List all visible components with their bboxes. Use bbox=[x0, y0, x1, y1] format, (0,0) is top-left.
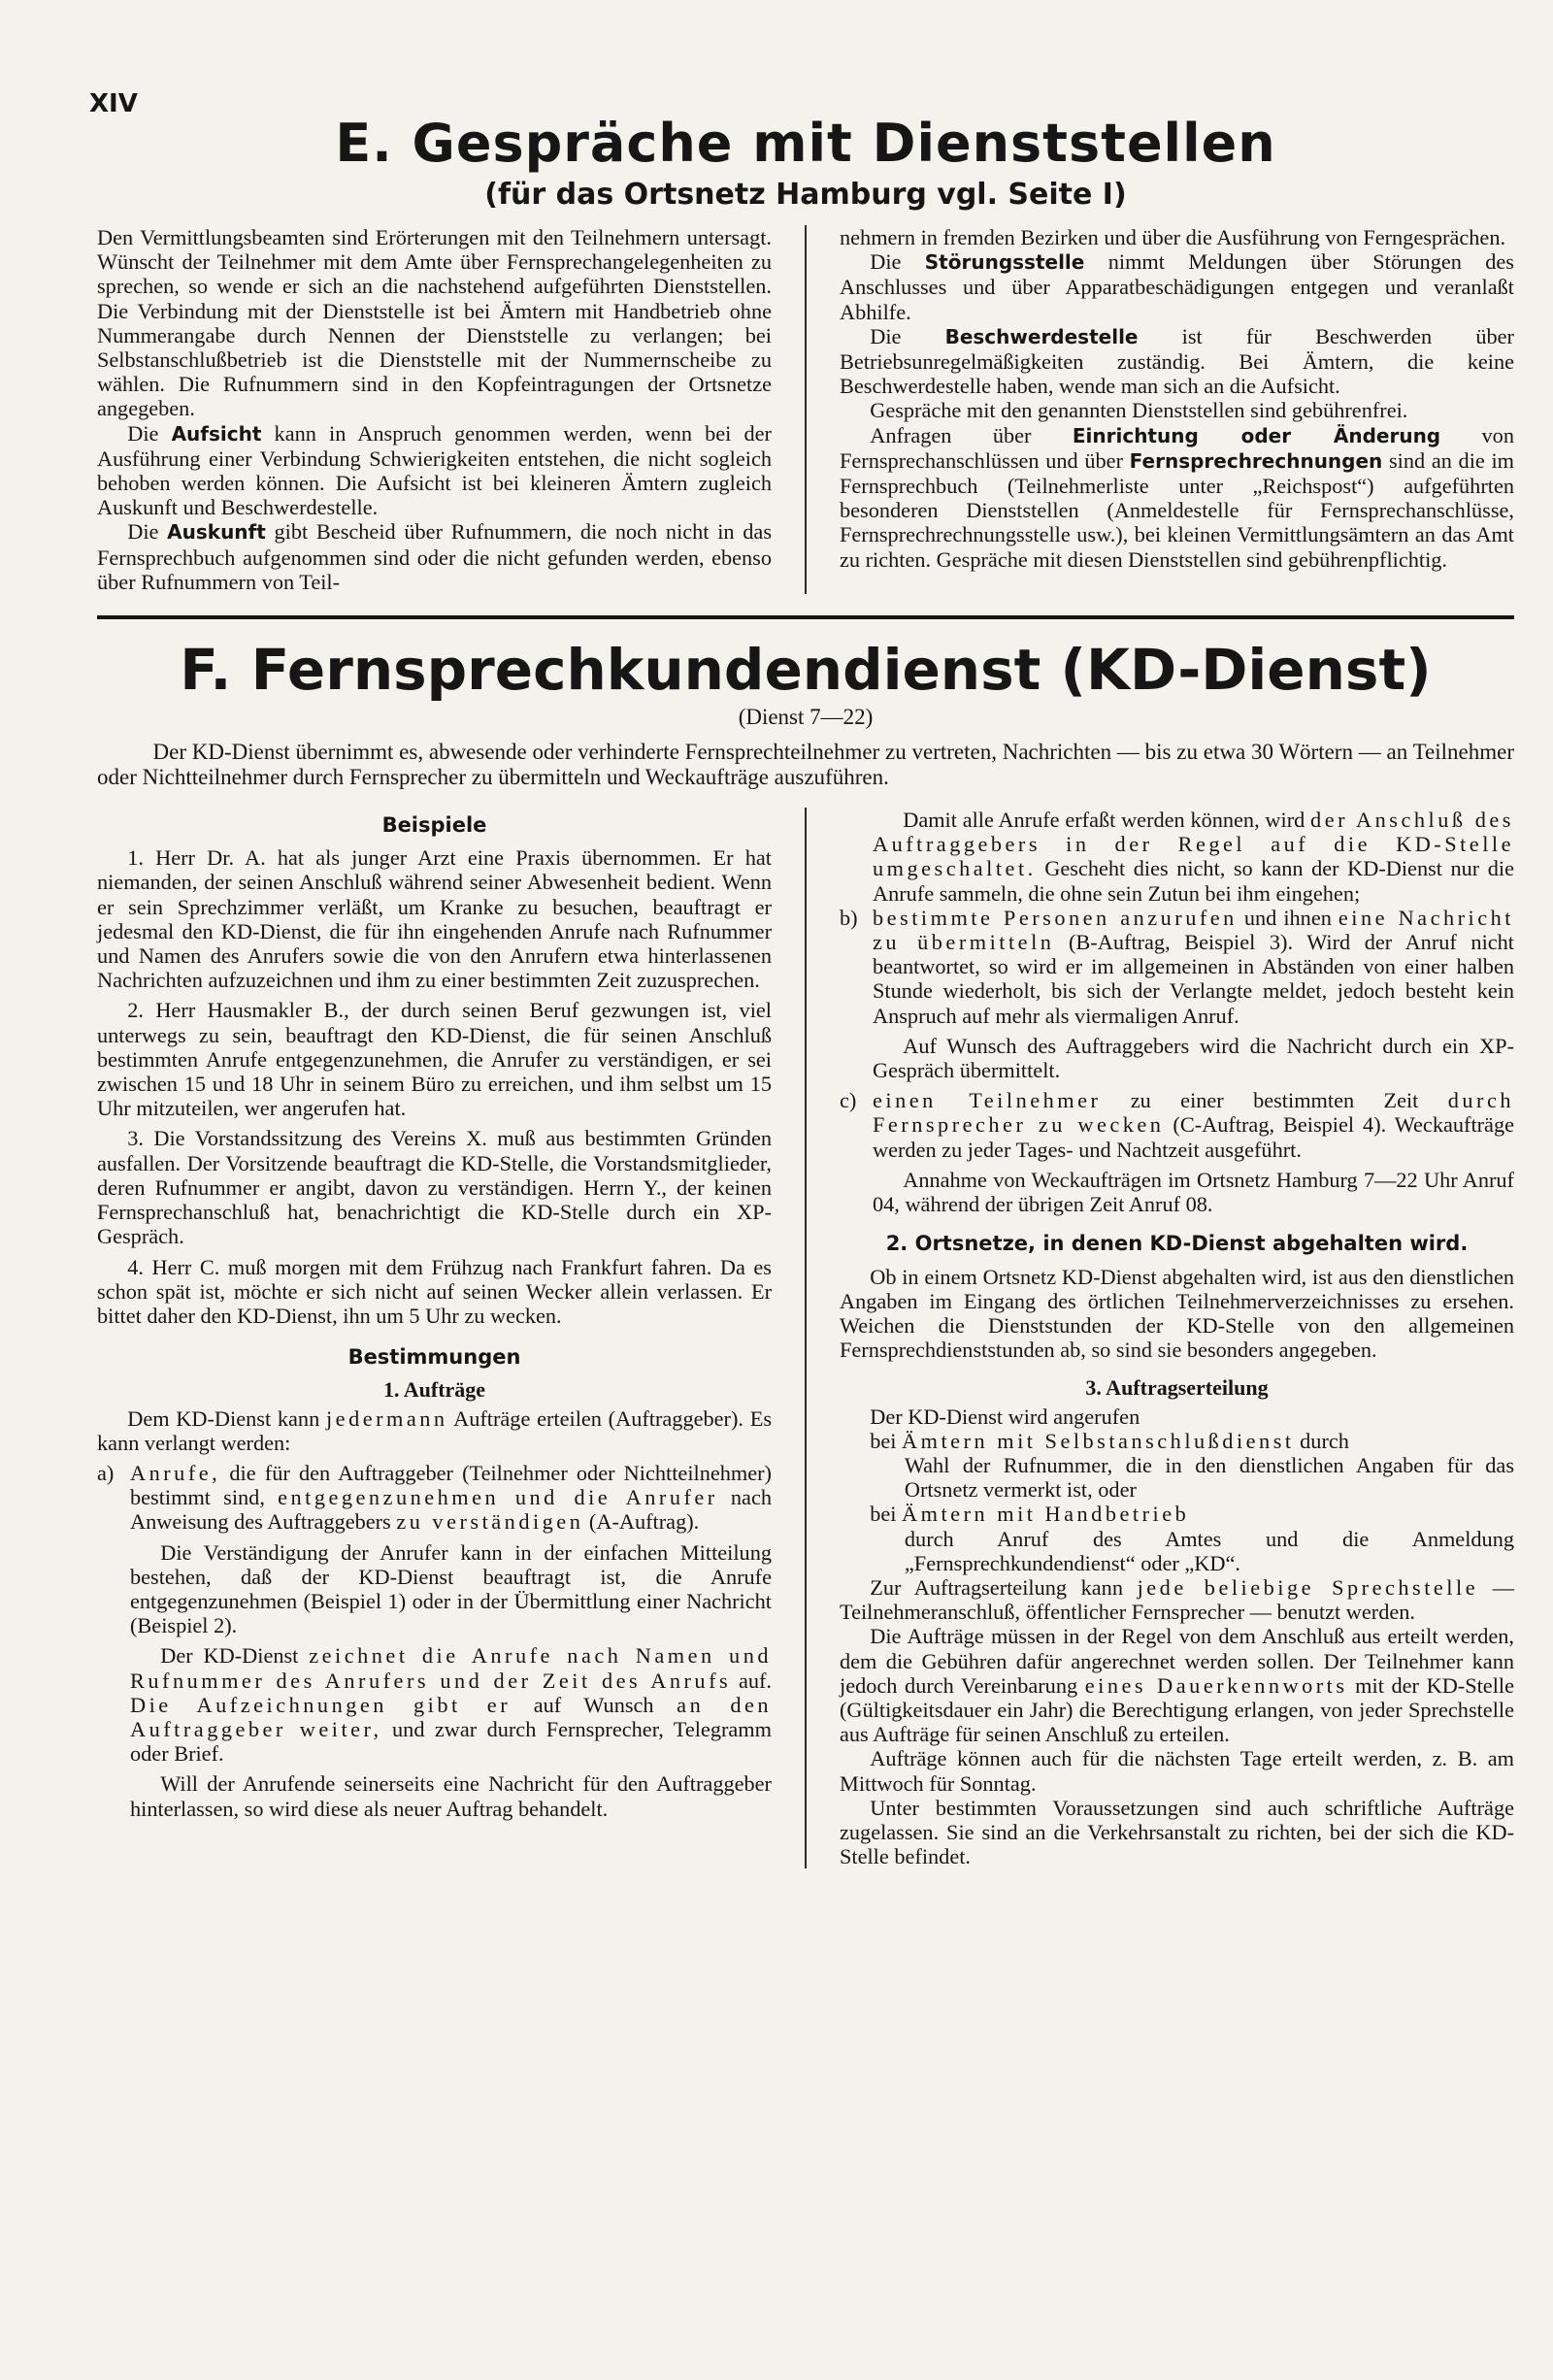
line: bei Ämtern mit Selbstanschlußdienst durch bbox=[870, 1428, 1349, 1453]
beispiele-heading: Beispiele bbox=[381, 813, 487, 838]
paragraph: Damit alle Anrufe erfaßt werden können, wird der Anschluß des Auftraggebers in der Regel auf die KD-Stelle umgeschaltet. Gescheht dies nicht, so kann der KD-Dienst nur die Anrufe sammeln, die ohne sein Zutun bei ihm eingehen; bbox=[873, 808, 1514, 906]
bestimmungen-heading: Bestimmungen bbox=[347, 1345, 521, 1370]
section-f-columns bbox=[97, 808, 1514, 1868]
paragraph: Die Verständigung der Anrufer kann in der einfachen Mitteilung bestehen, daß der KD-Dienst beauftragt ist, die Anrufe entgegenzunehmen (Beispiel 1) oder in der Übermittlung einer Nachricht (Beispiel 2). bbox=[130, 1539, 772, 1638]
page-number: XIV bbox=[89, 89, 138, 118]
ortsnetze-heading: 2. Ortsnetze, in denen KD-Dienst abgehalten wird. bbox=[885, 1232, 1469, 1256]
paragraph: Annahme von Weckaufträgen im Ortsnetz Hamburg 7—22 Uhr Anruf 04, während der übrigen Zeit Anruf 08. bbox=[873, 1167, 1514, 1217]
line: bei Ämtern mit Handbetrieb bbox=[870, 1502, 1190, 1527]
paragraph: Unter bestimmten Voraussetzungen sind auch schriftliche Aufträge zugelassen. Sie sind an die Verkehrsanstalt zu richten, bei der sich die KD-Stelle befindet. bbox=[840, 1795, 1514, 1869]
auftraege-intro: Dem KD-Dienst kann jedermann Aufträge erteilen (Auftraggeber). Es kann verlangt werden: bbox=[97, 1405, 772, 1455]
example-2: 2. Herr Hausmakler B., der durch seinen Beruf gezwungen ist, viel unterwegs zu sein, beauftragt den KD-Dienst, die für seinen Anschluß bestimmten Anrufe entgegenzunehmen, die Anrufer zu verständigen, er sei zwischen 15 und 18 Uhr in seinem Büro zu erreichen, und ihm selbst um 15 Uhr mitzuteilen, wer angerufen hat. bbox=[97, 998, 772, 1121]
paragraph: Den Vermittlungsbeamten sind Erörterungen mit den Teilnehmern untersagt. Wünscht der Teilnehmer mit dem Amte über Fernsprechangelegenheiten zu sprechen, so wende er sich an die nachstehend aufgeführten Dienststellen. Die Verbindung mit der Dienststelle ist bei Ämtern mit Handbetrieb ohne Nummerangabe durch Nennen der Dienststelle zu verlangen; bei Selbstanschlußbetrieb ist die Dienststelle mit der Nummernscheibe zu wählen. Die Rufnummern sind in den Kopfeintragungen der Ortsnetze angegeben. bbox=[97, 225, 772, 421]
paragraph: Anfragen über Einrichtung oder Änderung von Fernsprechanschlüssen und über Fernsprechrechnungen sind an die im Fernsprechbuch (Teilnehmerliste unter „Reichspost“) aufgeführten besonderen Dienststellen (Anmeldestelle für Fernsprechanschlüsse, Fernsprechrechnungsstelle usw.), bei kleinen Vermittlungsämtern an das Amt zu richten. Gespräche mit diesen Dienststellen sind gebührenpflichtig. bbox=[840, 422, 1514, 572]
auftraege-heading: 1. Aufträge bbox=[382, 1377, 486, 1403]
auftraege-list bbox=[97, 1461, 772, 1535]
section-f-title: F. Fernsprechkundendienst (KD-Dienst) bbox=[180, 637, 1432, 704]
paragraph: Die Aufträge müssen in der Regel von dem Anschluß aus erteilt werden, dem die Gebühren dafür angerechnet werden sollen. Der Teilnehmer kann jedoch durch Vereinbarung eines Dauerkennworts mit der KD-Stelle (Gültigkeitsdauer ein Jahr) die Berechtigung erlangen, von jeder Sprechstelle aus Aufträge für seinen Anschluß zu erteilen. bbox=[840, 1624, 1514, 1747]
paragraph: Ob in einem Ortsnetz KD-Dienst abgehalten wird, ist aus den dienstlichen Angaben im Eingang des örtlichen Teilnehmerverzeichnisses zu ersehen. Weichen die Dienststunden der KD-Stelle von den allgemeinen Fernsprechdienststunden ab, so sind sie besonders angegeben. bbox=[840, 1264, 1514, 1363]
section-f-right-column bbox=[840, 808, 1514, 1868]
paragraph: Die Störungsstelle nimmt Meldungen über Störungen des Anschlusses und über Apparatbeschädigungen entgegen und veranlaßt Abhilfe. bbox=[840, 249, 1514, 324]
paragraph: Die Aufsicht kann in Anspruch genommen werden, wenn bei der Ausführung einer Verbindung Schwierigkeiten entstehen, die nicht sogleich behoben werden können. Die Aufsicht ist bei kleineren Ämtern zugleich Auskunft und Beschwerdestelle. bbox=[97, 420, 772, 520]
section-f-left-column bbox=[97, 808, 772, 1868]
example-1: 1. Herr Dr. A. hat als junger Arzt eine Praxis übernommen. Er hat niemanden, der seinen Anschluß während seiner Abwesenheit bedient. Wenn er sein Sprechzimmer verläßt, um Kranke zu besuchen, beauftragt er jedesmal den KD-Dienst, die für ihn eingehenden Anrufe nach Rufnummer und Namen des Anrufers sowie die von den Anrufern etwa hinterlassenen Nachrichten aufzuzeichnen und ihm zu einer bestimmten Zeit zuzusprechen. bbox=[97, 845, 772, 993]
section-f-intro: Der KD-Dienst übernimmt es, abwesende oder verhinderte Fernsprechteilnehmer zu vertreten, Nachrichten — bis zu etwa 30 Wörtern — an Teilnehmer oder Nichtteilnehmer durch Fernsprecher zu übermitteln und Weckaufträge auszuführen. bbox=[97, 740, 1514, 790]
section-f-subtitle: (Dienst 7—22) bbox=[738, 705, 874, 730]
list-item-a: a) Anrufe, die für den Auftraggeber (Teilnehmer oder Nichtteilnehmer) bestimmt sind, entgegenzunehmen und die Anrufer nach Anweisung des Auftraggebers zu verständigen (A-Auftrag). bbox=[97, 1460, 772, 1535]
section-e-subtitle: (für das Ortsnetz Hamburg vgl. Seite I) bbox=[484, 178, 1127, 212]
paragraph: Der KD-Dienst zeichnet die Anrufe nach Namen und Rufnummer des Anrufers und der Zeit des Anrufs auf. Die Aufzeichnungen gibt er auf Wunsch an den Auftraggeber weiter, und zwar durch Fernsprecher, Telegramm oder Brief. bbox=[130, 1643, 773, 1767]
auftraege-list-continued bbox=[840, 906, 1514, 1028]
section-e-columns bbox=[97, 225, 1514, 594]
list-item-b: b) bestimmte Personen anzurufen und ihnen eine Nachricht zu übermitteln (B-Auftrag, Beispiel 3). Wird der Anruf nicht beantwortet, so wird er im allgemeinen in Abständen von einer halben Stunde wiederholt, bis sich der Verlangte meldet, jedoch besteht kein Anspruch auf mehr als viermaligen Anruf. bbox=[840, 905, 1514, 1028]
paragraph: Auf Wunsch des Auftraggebers wird die Nachricht durch ein XP-Gespräch übermittelt. bbox=[873, 1033, 1514, 1083]
example-3: 3. Die Vorstandssitzung des Vereins X. muß aus bestimmten Gründen ausfallen. Der Vorsitzende beauftragt die KD-Stelle, die Vorstandsmitglieder, deren Rufnummer er angibt, davon zu verständigen. Herrn Y., der keinen Fernsprechanschluß hat, benachrichtigt die KD-Stelle durch ein XP-Gespräch. bbox=[97, 1126, 772, 1249]
auftragserteilung-heading: 3. Auftragserteilung bbox=[1085, 1375, 1269, 1401]
paragraph: Die Beschwerdestelle ist für Beschwerden über Betriebsunregelmäßigkeiten zuständig. Bei Ämtern, die keine Beschwerdestelle haben, wende man sich an die Aufsicht. bbox=[840, 323, 1514, 399]
section-e-title: E. Gespräche mit Dienststellen bbox=[335, 113, 1276, 174]
line: durch Anruf des Amtes und die Anmeldung „Fernsprechkundendienst“ oder „KD“. bbox=[904, 1526, 1514, 1575]
line: Der KD-Dienst wird angerufen bbox=[870, 1404, 1140, 1429]
column-divider bbox=[805, 225, 807, 594]
line: Wahl der Rufnummer, die in den dienstlichen Angaben für das Ortsnetz vermerkt ist, oder bbox=[904, 1452, 1514, 1503]
list-item-c: c) einen Teilnehmer zu einer bestimmten Zeit durch Fernsprecher zu wecken (C-Auftrag, Beispiel 4). Weckaufträge werden zu jeder Tages- und Nachtzeit ausgeführt. bbox=[840, 1088, 1514, 1162]
example-4: 4. Herr C. muß morgen mit dem Frühzug nach Frankfurt fahren. Da es schon spät ist, möchte er sich nicht auf seinen Wecker allein verlassen. Er bittet daher den KD-Dienst, ihn um 5 Uhr zu wecken. bbox=[97, 1254, 772, 1328]
paragraph: Will der Anrufende seinerseits eine Nachricht für den Auftraggeber hinterlassen, so wird diese als neuer Auftrag behandelt. bbox=[130, 1771, 772, 1821]
section-divider bbox=[97, 615, 1514, 619]
section-e-left-column bbox=[97, 225, 772, 594]
paragraph: Zur Auftragserteilung kann jede beliebige Sprechstelle — Teilnehmeranschluß, öffentlicher Fernsprecher — benutzt werden. bbox=[840, 1574, 1514, 1625]
paragraph: Aufträge können auch für die nächsten Tage erteilt werden, z. B. am Mittwoch für Sonntag. bbox=[840, 1746, 1514, 1796]
paragraph: Die Auskunft gibt Bescheid über Rufnummern, die noch nicht in das Fernsprechbuch aufgenommen sind oder die nicht gefunden werden, ebenso über Rufnummern von Teil- bbox=[97, 519, 772, 594]
section-e-right-column bbox=[840, 225, 1514, 594]
paragraph: Gespräche mit den genannten Dienststellen sind gebührenfrei. bbox=[870, 398, 1408, 423]
paragraph: nehmern in fremden Bezirken und über die Ausführung von Ferngesprächen. bbox=[840, 225, 1506, 249]
column-divider bbox=[805, 808, 807, 1868]
